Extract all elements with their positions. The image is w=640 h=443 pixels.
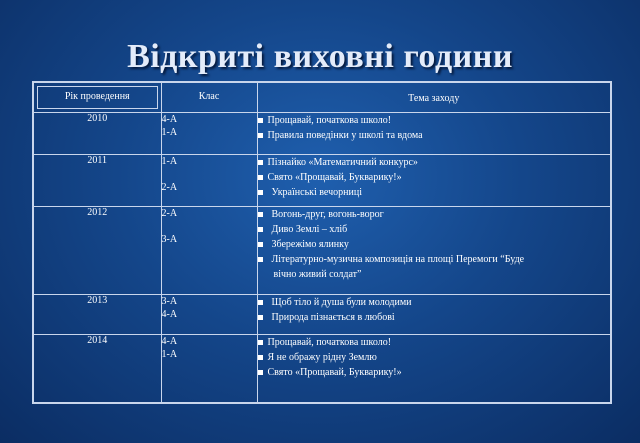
class-label: 2-А	[161, 207, 178, 219]
header-class-cell	[161, 82, 257, 112]
header-year: Рік проведення	[64, 91, 130, 102]
event-item: Свято «Прощавай, Букварику!»	[258, 365, 611, 380]
event-item: Прощавай, початкова школо!	[258, 335, 611, 350]
event-list	[258, 207, 611, 282]
class-label: 1-А	[161, 155, 178, 167]
class-cell	[161, 294, 257, 334]
event-list	[258, 113, 611, 143]
class-label: 2-А	[161, 181, 178, 193]
year-cell: 2014	[33, 334, 161, 403]
event-item: Свято «Прощавай, Букварику!»	[258, 170, 611, 185]
topic-cell	[257, 112, 611, 154]
event-item: Збережімо ялинку	[258, 237, 611, 252]
event-list	[258, 295, 611, 325]
class-cell	[161, 112, 257, 154]
header-topic-cell	[257, 82, 611, 112]
class-label: 1-А	[161, 348, 178, 360]
event-item: Природа пізнається в любові	[258, 310, 611, 325]
event-item	[258, 252, 611, 282]
slide-title: Відкриті виховні години	[127, 38, 513, 75]
header-year-cell	[33, 82, 161, 112]
topic-cell	[257, 206, 611, 294]
table-row	[33, 112, 611, 154]
event-item: Щоб тіло й душа були молодими	[258, 295, 611, 310]
table-row	[33, 206, 611, 294]
header-row	[33, 82, 611, 112]
year-cell: 2010	[33, 112, 161, 154]
event-item: Диво Землі – хліб	[258, 222, 611, 237]
year-cell: 2012	[33, 206, 161, 294]
event-text: Літературно-музична композиція на площі Перемоги “Буде	[271, 253, 525, 265]
header-topic: Тема заходу	[408, 93, 460, 104]
year-cell: 2011	[33, 154, 161, 206]
event-text-continued: вічно живий солдат”	[273, 268, 362, 280]
event-item: Я не ображу рідну Землю	[258, 350, 611, 365]
table-row	[33, 154, 611, 206]
topic-cell	[257, 334, 611, 403]
events-table	[32, 81, 612, 404]
class-label: 4-А	[161, 308, 178, 320]
event-list	[258, 155, 611, 200]
topic-cell	[257, 294, 611, 334]
topic-cell	[257, 154, 611, 206]
class-label: 4-А	[161, 335, 178, 347]
event-list	[258, 335, 611, 380]
table-row	[33, 294, 611, 334]
event-item: Пізнайко «Математичний конкурс»	[258, 155, 611, 170]
class-label: 3-А	[161, 233, 178, 245]
class-label: 3-А	[161, 295, 178, 307]
class-cell	[161, 206, 257, 294]
class-label: 1-А	[161, 126, 178, 138]
table-row	[33, 334, 611, 403]
class-cell	[161, 334, 257, 403]
header-class: Клас	[198, 91, 220, 102]
event-item: Вогонь-друг, вогонь-ворог	[258, 207, 611, 222]
event-item: Українські вечорниці	[258, 185, 611, 200]
event-item: Прощавай, початкова школо!	[258, 113, 611, 128]
class-cell	[161, 154, 257, 206]
year-cell: 2013	[33, 294, 161, 334]
event-item: Правила поведінки у школі та вдома	[258, 128, 611, 143]
class-label: 4-А	[161, 113, 178, 125]
